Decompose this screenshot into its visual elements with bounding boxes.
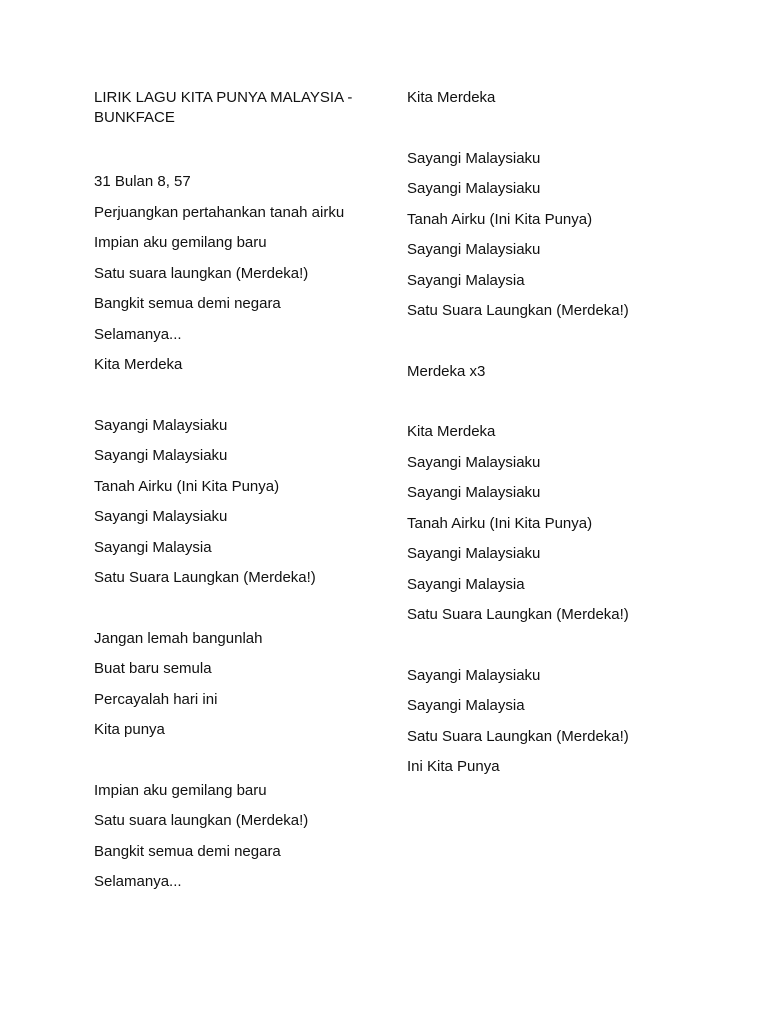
lyric-line: Bangkit semua demi negara	[94, 842, 281, 860]
lyric-line: Satu suara laungkan (Merdeka!)	[94, 264, 309, 282]
lyrics-chorus-1	[94, 416, 374, 589]
lyric-line: Perjuangkan pertahankan tanah airku	[94, 203, 345, 221]
lyric-line: Sayangi Malaysiaku	[407, 453, 541, 471]
lyric-line: Sayangi Malaysiaku	[407, 241, 541, 258]
lyrics-left-column	[94, 88, 374, 903]
lyric-line: Satu Suara Laungkan (Merdeka!)	[407, 727, 629, 745]
lyric-line: Tanah Airku (Ini Kita Punya)	[407, 514, 593, 532]
lyrics-right-column	[407, 88, 707, 788]
lyric-line: Sayangi Malaysiaku	[407, 484, 541, 501]
lyric-line: Bangkit semua demi negara	[94, 295, 281, 312]
lyrics-right-block-1	[407, 88, 707, 108]
lyric-line: Selamanya...	[94, 873, 182, 890]
lyric-line: Kita Merdeka	[407, 89, 496, 106]
lyric-line: Kita punya	[94, 721, 165, 738]
lyric-line: Satu suara laungkan (Merdeka!)	[94, 812, 309, 829]
lyrics-right-block-3	[407, 362, 707, 382]
lyric-line: Sayangi Malaysiaku	[94, 416, 228, 434]
lyric-line: Impian aku gemilang baru	[94, 234, 267, 251]
lyrics-chorus-2	[407, 149, 707, 322]
lyric-line: Sayangi Malaysiaku	[407, 545, 541, 562]
lyrics-verse-1	[94, 172, 374, 375]
lyric-line: Tanah Airku (Ini Kita Punya)	[94, 477, 280, 495]
lyric-line: Impian aku gemilang baru	[94, 781, 267, 799]
lyric-line: Kita Merdeka	[94, 356, 183, 373]
lyric-line: Kita Merdeka	[407, 423, 496, 440]
lyric-line: Sayangi Malaysia	[407, 575, 525, 593]
lyrics-chorus-3	[407, 422, 707, 625]
lyric-line: Percayalah hari ini	[94, 690, 218, 708]
lyric-line: Sayangi Malaysia	[407, 271, 525, 289]
lyric-line: Satu Suara Laungkan (Merdeka!)	[94, 569, 316, 586]
lyric-line: Sayangi Malaysia	[94, 538, 212, 556]
lyrics-verse-3	[94, 781, 374, 893]
document-title: LIRIK LAGU KITA PUNYA MALAYSIA - BUNKFACE	[94, 89, 353, 126]
lyric-line: Tanah Airku (Ini Kita Punya)	[407, 210, 593, 228]
lyric-line: Jangan lemah bangunlah	[94, 629, 263, 647]
lyric-line: Ini Kita Punya	[407, 758, 500, 775]
lyric-line: Satu Suara Laungkan (Merdeka!)	[407, 302, 629, 319]
lyric-line: Sayangi Malaysiaku	[407, 149, 541, 167]
lyrics-verse-2	[94, 629, 374, 741]
lyric-line: Sayangi Malaysia	[407, 697, 525, 714]
lyric-line: Sayangi Malaysiaku	[407, 180, 541, 197]
lyric-line: Satu Suara Laungkan (Merdeka!)	[407, 606, 629, 623]
lyric-line: Selamanya...	[94, 325, 182, 343]
lyric-line: Sayangi Malaysiaku	[407, 666, 541, 684]
lyric-line: Buat baru semula	[94, 660, 212, 677]
lyric-line: Sayangi Malaysiaku	[94, 508, 228, 525]
lyric-line: 31 Bulan 8, 57	[94, 173, 191, 190]
lyric-line: Sayangi Malaysiaku	[94, 447, 228, 464]
lyric-line: Merdeka x3	[407, 362, 486, 380]
lyrics-outro	[407, 666, 707, 778]
